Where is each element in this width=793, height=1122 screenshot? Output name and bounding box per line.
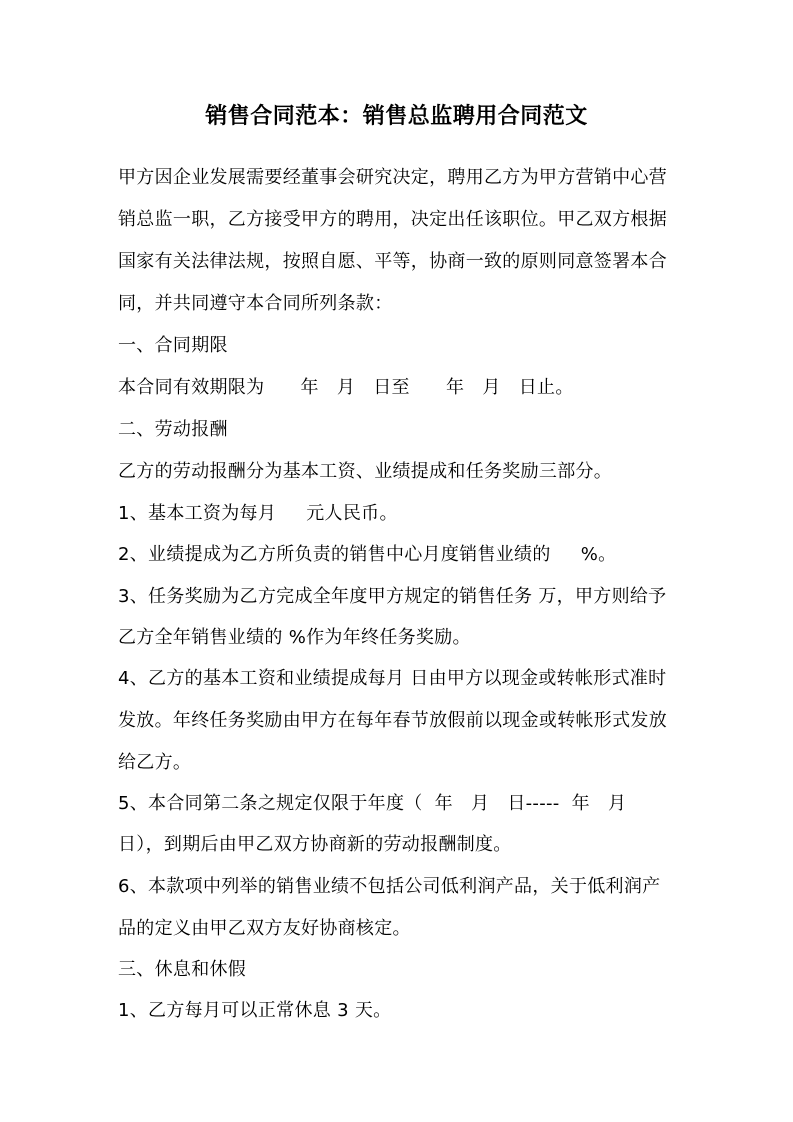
text-line: 国家有关法律法规，按照自愿、平等，协商一致的原则同意签署本合 <box>118 251 667 272</box>
text-line: 1、基本工资为每月 元人民币。 <box>118 503 398 524</box>
text-line: 1、乙方每月可以正常休息 3 天。 <box>118 1000 392 1021</box>
document-title: 销售合同范本：销售总监聘用合同范文 <box>205 104 588 129</box>
text-line: 3、任务奖励为乙方完成全年度甲方规定的销售任务 万，甲方则给予 <box>118 586 667 607</box>
section-heading: 二、劳动报酬 <box>118 419 228 440</box>
text-line: 销总监一职，乙方接受甲方的聘用，决定出任该职位。甲乙双方根据 <box>118 209 667 230</box>
text-line: 乙方全年销售业绩的 %作为年终任务奖励。 <box>118 627 471 648</box>
text-line: 2、业绩提成为乙方所负责的销售中心月度销售业绩的 %。 <box>118 544 617 565</box>
text-line: 发放。年终任务奖励由甲方在每年春节放假前以现金或转帐形式发放 <box>118 710 667 731</box>
text-line: 乙方的劳动报酬分为基本工资、业绩提成和任务奖励三部分。 <box>118 461 613 482</box>
text-line: 本合同有效期限为 年 月 日至 年 月 日止。 <box>118 377 574 398</box>
text-line: 同，并共同遵守本合同所列条款： <box>118 293 393 314</box>
text-line: 日），到期后由甲乙双方协商新的劳动报酬制度。 <box>118 834 512 855</box>
text-line: 品的定义由甲乙双方友好协商核定。 <box>118 918 411 939</box>
text-line: 6、本款项中列举的销售业绩不包括公司低利润产品，关于低利润产 <box>118 876 661 897</box>
section-heading: 一、合同期限 <box>118 335 228 356</box>
text-line: 4、乙方的基本工资和业绩提成每月 日由甲方以现金或转帐形式准时 <box>118 668 667 689</box>
text-line: 甲方因企业发展需要经董事会研究决定，聘用乙方为甲方营销中心营 <box>118 167 667 188</box>
section-heading: 三、休息和休假 <box>118 959 247 980</box>
text-line: 给乙方。 <box>118 752 192 773</box>
text-line: 5、本合同第二条之规定仅限于年度（ 年 月 日----- 年 月 <box>118 793 627 814</box>
